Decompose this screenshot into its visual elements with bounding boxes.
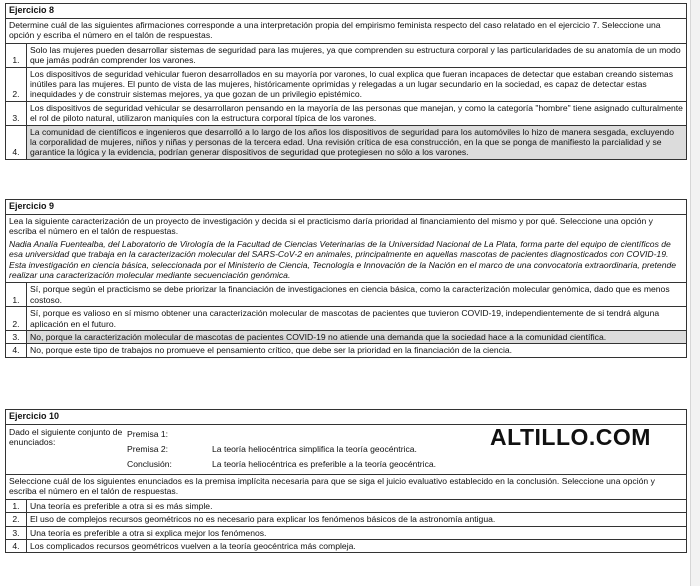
exercise-10-option-2 [6,512,686,525]
exercise-9-option-1 [6,282,686,306]
exercise-9-prompt: Lea la siguiente caracterización de un proyecto de investigación y decida si el practicismo daría prioridad al financiamiento del mismo y por qué. Seleccione una opción y escriba el número en el talón de respuestas. [9,216,653,237]
exercise-8 [5,3,687,160]
premises-lead: Dado el siguiente conjunto de enunciados: [9,427,123,448]
option-text: Sí, porque según el practicismo se debe priorizar la financiación de investigaciones en ciencia básica, como la caracterización molecular genómica, dado que es menos costoso. [30,284,670,305]
option-number: 1. [6,500,27,512]
exercise-8-option-4 [6,125,686,159]
option-text: Una teoría es preferible a otra si es más simple. [30,500,213,511]
option-text: No, porque este tipo de trabajos no promueve el pensamiento crítico, que debe ser la prioridad en la financiación de la ciencia. [30,345,513,356]
exercise-9-option-4 [6,343,686,356]
option-number: 1. [6,44,27,67]
exercise-9-case-text: Nadia Analía Fuentealba, del Laboratorio de Virología de la Facultad de Ciencias Veterinarias de la Universidad Nacional de La Plata, forma parte del equipo de científicos de esa universidad que trabaja en la caracterización molecular del SARS-CoV-2 en animales, principalmente en aquellas mascotas de pacientes diagnosticados con COVID-19. Esta investigación en ciencia básica, seleccionada por el Ministerio de Ciencia, Tecnología e Innovación de la Nación en el marco de una convocatoria extraordinaria, pretende realizar una caracterización molecular mediante secuenciación genómica. [9,238,677,281]
premise-row [127,457,683,472]
option-number: 3. [6,331,27,343]
option-text: Una teoría es preferible a otra si explica mejor los fenómenos. [30,527,267,538]
option-text: Solo las mujeres pueden desarrollar sistemas de seguridad para las mujeres, ya que comprenden su estructura corporal y las particularidades de su anatomía de un modo que jamás podrán comprender los varones. [30,44,681,66]
option-text: El uso de complejos recursos geométricos no es necesario para explicar los fenómenos básicos de la astronomía antigua. [30,514,496,525]
option-number: 2. [6,307,27,330]
scrollbar[interactable] [690,0,700,586]
option-number: 1. [6,283,27,306]
option-number: 4. [6,540,27,552]
option-number: 2. [6,68,27,101]
option-number: 4. [6,126,27,159]
option-number: 4. [6,344,27,356]
premise-value: La teoría heliocéntrica simplifica la teoría geocéntrica. [212,444,417,455]
exercise-10-option-3 [6,526,686,539]
exercise-8-option-3 [6,101,686,125]
option-text: No, porque la caracterización molecular de mascotas de pacientes COVID-19 no atiende una demanda que la sociedad hace a la comunidad científica. [27,331,686,343]
premise-label: Premisa 2: [127,444,169,455]
option-text: Los complicados recursos geométricos vuelven a la teoría geocéntrica más compleja. [30,541,356,552]
option-number: 2. [6,513,27,525]
altillo-watermark: ALTILLO.COM [490,424,651,450]
option-text: Sí, porque es valioso en sí mismo obtener una caracterización molecular de mascotas de pacientes que tuvieron COVID-19, independientemente de si tendrá alguna aplicación en el futuro. [30,308,660,329]
exercise-8-title: Ejercicio 8 [6,4,686,19]
exercise-9 [5,199,687,358]
conclusion-label: Conclusión: [127,459,172,470]
exercise-10-title: Ejercicio 10 [6,410,686,425]
option-number: 3. [6,102,27,125]
exercise-9-title: Ejercicio 9 [6,200,686,215]
premise-label: Premisa 1: [127,429,169,440]
exercise-8-option-2 [6,67,686,101]
exercise-8-option-1 [6,43,686,67]
exercise-9-option-2 [6,306,686,330]
exercise-9-option-3 [6,330,686,343]
exercise-10-prompt: Seleccione cuál de los siguientes enunciados es la premisa implícita necesaria para que se siga el juicio evaluativo establecido en la conclusión. Seleccione una opción y escriba el número en el talón de respuestas. [9,476,655,497]
conclusion-value: La teoría heliocéntrica es preferible a la teoría geocéntrica. [212,459,437,470]
option-number: 3. [6,527,27,539]
option-text: Los dispositivos de seguridad vehicular se desarrollaron pensando en la mayoría de las personas que manejan, y como la categoría "hombre" tiene asignado culturalmente el rol de piloto natural, utilizaron maniquíes con la estructura corporal típica de los varones. [30,102,683,124]
option-text: La comunidad de científicos e ingenieros que desarrolló a lo largo de los años los dispositivos de seguridad para los automóviles lo hizo de manera sesgada, excluyendo la corporalidad de mujeres, niños y niñas y personas de la tercera edad. Una revisión crítica de esa construcción, en la que se ponga de manifiesto la parcialidad y se garantice la lógica y la evidencia, podrían generar dispositivos de seguridad que protegiesen no sólo a los varones. [27,126,686,159]
exercise-10-option-4 [6,539,686,552]
exercise-8-prompt: Determine cuál de las siguientes afirmaciones corresponde a una interpretación propia del empirismo feminista respecto del caso relatado en el ejercicio 7. Seleccione una opción y escriba el número en el talón de respuestas. [9,20,661,41]
option-text: Los dispositivos de seguridad vehicular fueron desarrollados en su mayoría por varones, lo cual explica que fueran incapaces de detectar que estaban creando sistemas inútiles para las mujeres. El punto de vista de las mujeres, históricamente oprimidas y relegadas a un lugar secundario en la sociedad, es capaz de detectar estas inequidades y de construir sistemas mejores, ya que gozan de un privilegio epistémico. [30,68,674,100]
exercise-10-option-1 [6,499,686,512]
